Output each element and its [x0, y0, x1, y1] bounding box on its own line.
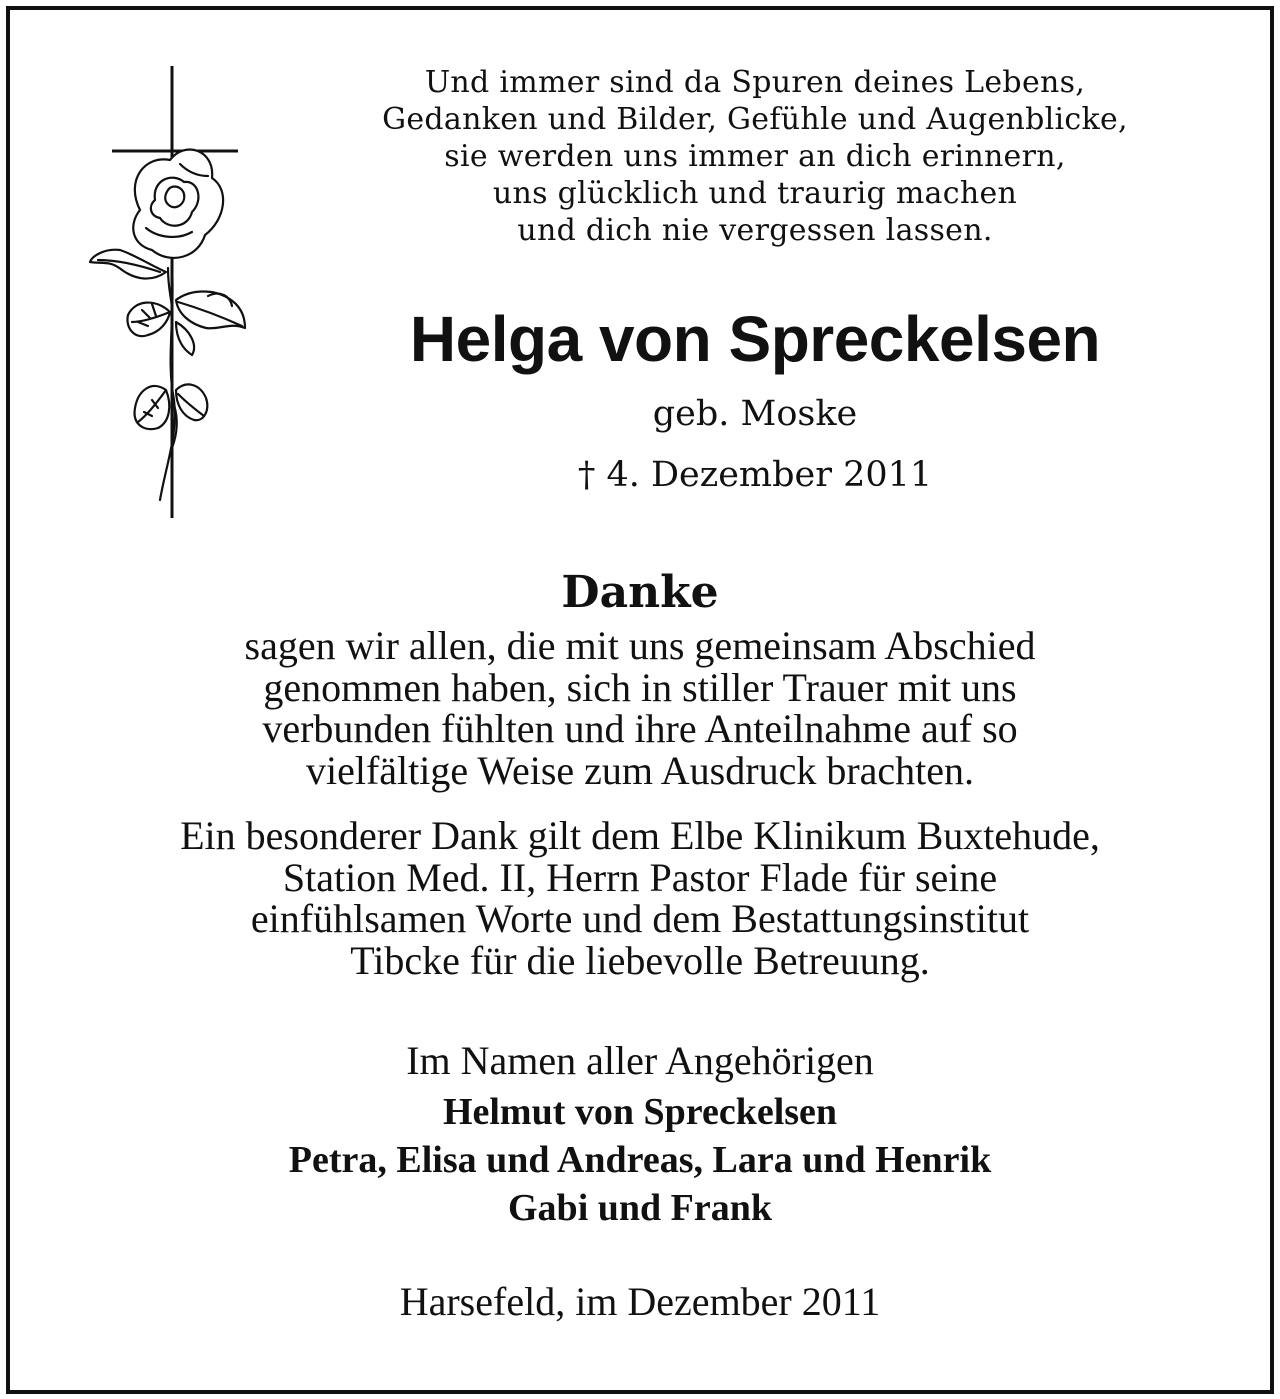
paragraph-line: Tibcke für die liebevolle Betreuung.	[350, 937, 930, 983]
mourner-name: Helmut von Spreckelsen	[442, 1091, 838, 1133]
cross-icon	[112, 66, 238, 518]
paragraph-line: Station Med. II, Herrn Pastor Flade für seine	[282, 854, 998, 900]
paragraph-line: verbunden fühlten und ihre Anteilnahme auf so	[262, 706, 1018, 751]
signature-intro: Im Namen aller Angehörigen	[406, 1038, 874, 1083]
poem-line: sie werden uns immer an dich erinnern,	[444, 139, 1066, 174]
poem-line: Gedanken und Bilder, Gefühle und Augenblicke,	[382, 102, 1128, 137]
poem-line: und dich nie vergessen lassen.	[517, 213, 993, 248]
thanks-paragraph-2	[0, 815, 1280, 981]
mourner-name: Petra, Elisa und Andreas, Lara und Henrik	[288, 1139, 992, 1181]
memorial-poem	[300, 64, 1210, 249]
birth-name: geb. Moske	[652, 394, 858, 434]
paragraph-line: genommen haben, sich in stiller Trauer mit uns	[263, 664, 1017, 710]
place-and-date: Harsefeld, im Dezember 2011	[399, 1279, 881, 1324]
paragraph-line: vielfältige Weise zum Ausdruck brachten.	[305, 747, 975, 793]
rose-icon	[90, 150, 245, 500]
deceased-name: Helga von Spreckelsen	[409, 303, 1101, 375]
poem-line: uns glücklich und traurig machen	[492, 176, 1018, 211]
paragraph-line: einfühlsamen Worte und dem Bestattungsinstitut	[250, 896, 1030, 941]
cross-rose-emblem	[80, 60, 260, 525]
mourner-name: Gabi und Frank	[508, 1187, 772, 1229]
paragraph-line: Ein besonderer Dank gilt dem Elbe Klinikum Buxtehude,	[180, 813, 1100, 858]
paragraph-line: sagen wir allen, die mit uns gemeinsam Abschied	[244, 623, 1036, 668]
thanks-paragraph-1	[0, 625, 1280, 791]
signature-names	[0, 1088, 1280, 1232]
thanks-heading: Danke	[561, 567, 719, 618]
death-date: † 4. Dezember 2011	[577, 455, 933, 495]
poem-line: Und immer sind da Spuren deines Lebens,	[424, 65, 1086, 100]
